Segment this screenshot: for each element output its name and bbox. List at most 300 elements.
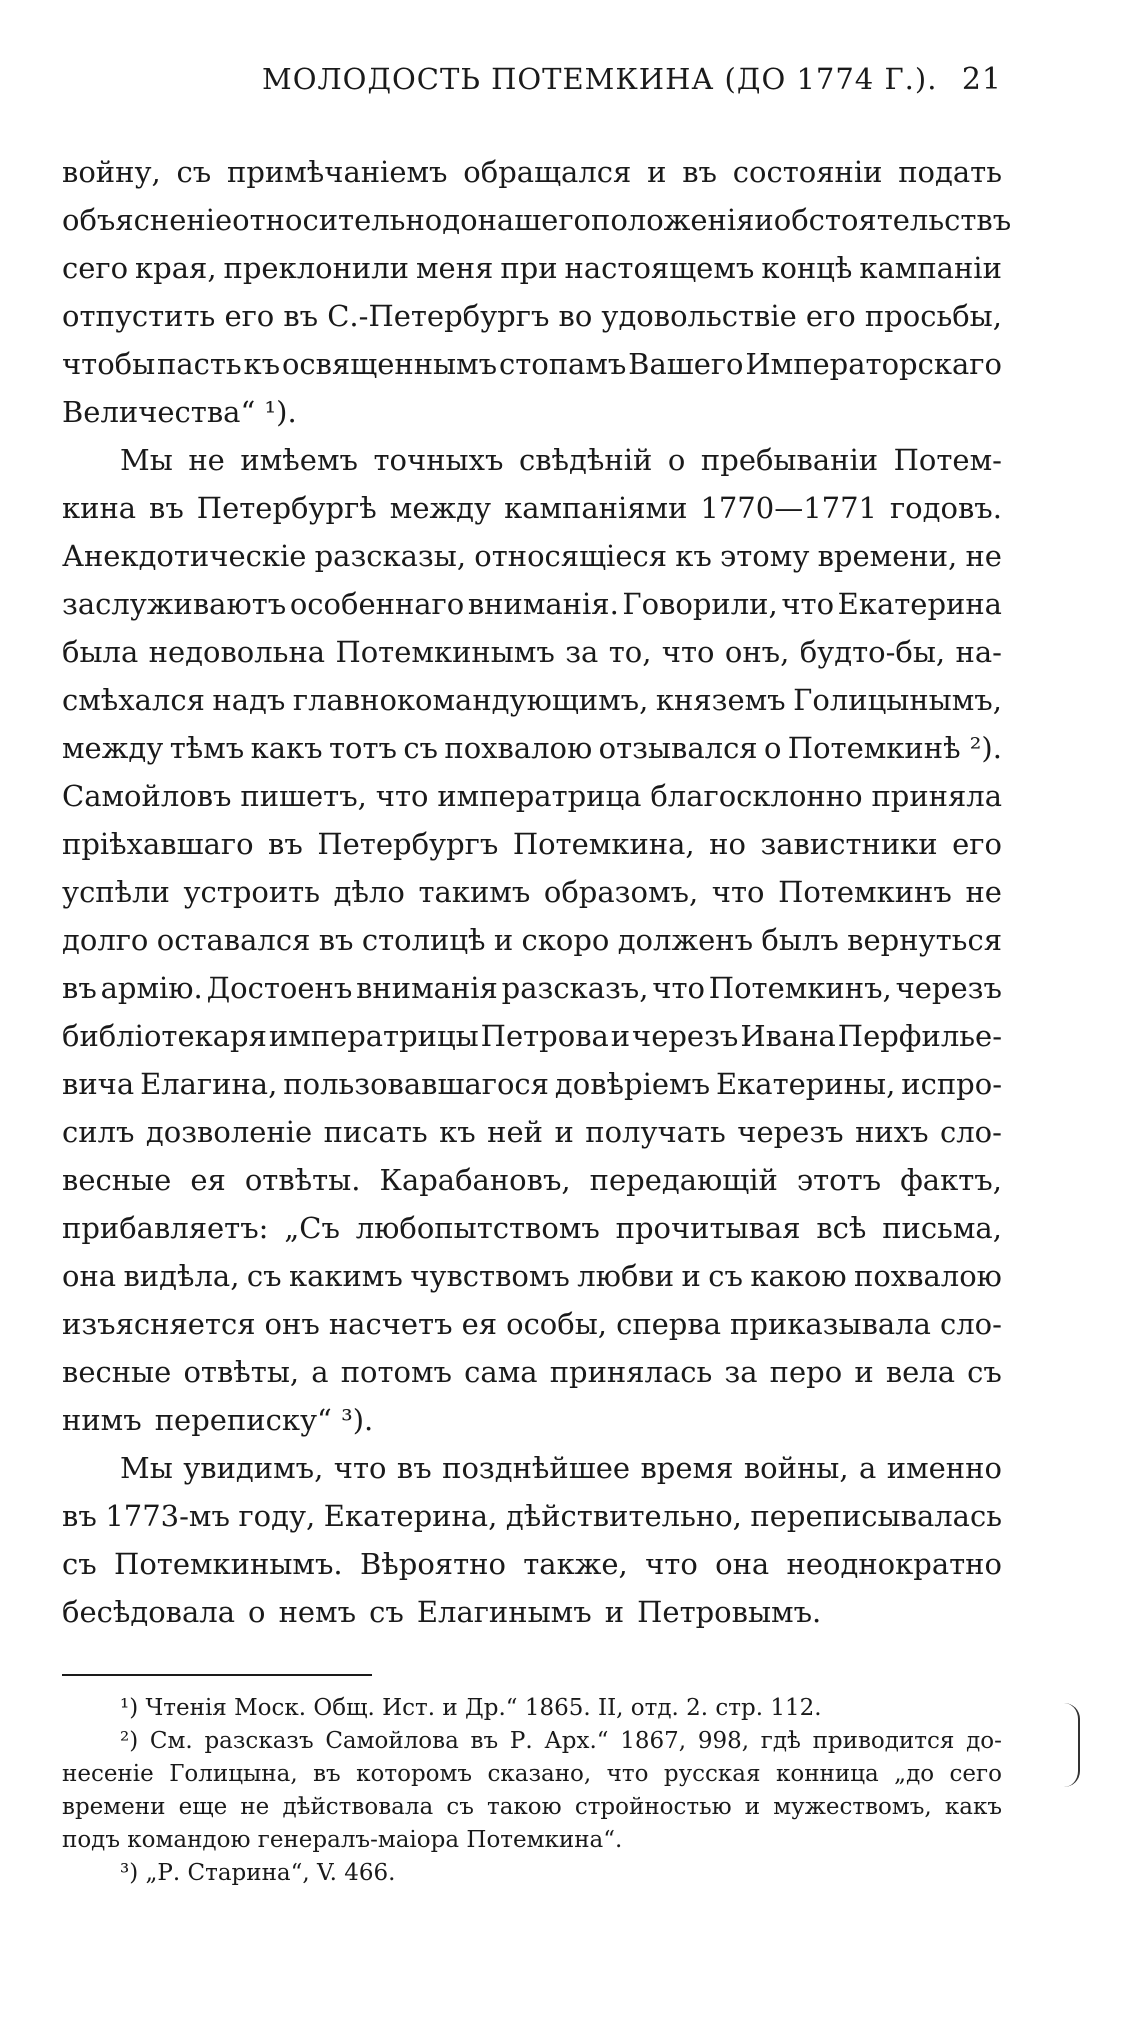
margin-bracket-mark <box>1064 1703 1080 1787</box>
word: въ <box>470 1728 499 1754</box>
word: и <box>647 155 667 189</box>
word: Величества“ ¹). <box>62 395 297 429</box>
text-line <box>62 820 1002 868</box>
word: Потем- <box>893 443 1002 477</box>
word: такимъ <box>418 875 531 909</box>
word: императрицы <box>268 1019 479 1053</box>
word: долженъ <box>617 923 754 957</box>
word: настоящемъ <box>564 251 755 285</box>
word: онъ <box>264 1307 320 1341</box>
word: немъ <box>278 1595 357 1629</box>
word: фактъ, <box>900 1163 1002 1197</box>
word: не <box>240 1794 270 1820</box>
word: сего <box>62 251 129 285</box>
word: Говорили, <box>622 587 778 621</box>
text-line <box>62 196 1012 244</box>
text-line <box>62 436 1002 484</box>
word: годовъ. <box>889 491 1002 525</box>
footnotes <box>62 1692 1002 1890</box>
word: всѣ <box>816 1211 867 1245</box>
footnote-line <box>62 1824 1002 1857</box>
word: что <box>606 1761 649 1787</box>
word: съ <box>246 1259 282 1293</box>
word: концѣ <box>761 251 853 285</box>
word: свѣдѣній <box>518 443 653 477</box>
word: передающій <box>589 1163 778 1197</box>
word: устроить <box>183 875 321 909</box>
word: любопытствомъ <box>355 1211 600 1245</box>
word: мужествомъ, <box>773 1794 932 1820</box>
word: вича <box>62 1067 135 1101</box>
word: тѣмъ <box>169 731 245 765</box>
word: Потемкинымъ <box>335 635 555 669</box>
word: насчетъ <box>328 1307 453 1341</box>
word: Потемкинѣ ²). <box>787 731 1002 765</box>
word: именно <box>886 1451 1002 1485</box>
word: на- <box>955 635 1002 669</box>
text-line <box>62 1540 1002 1588</box>
word: въ <box>268 827 303 861</box>
word: См. <box>149 1728 193 1754</box>
word: обращался <box>463 155 632 189</box>
word: письма, <box>882 1211 1002 1245</box>
word: нихъ <box>855 1115 929 1149</box>
word: похвалою <box>854 1259 1002 1293</box>
text-line <box>62 772 1002 820</box>
word: главнокомандующимъ, <box>292 683 649 717</box>
word: приняла <box>871 779 1002 813</box>
word: разсказъ <box>204 1728 314 1754</box>
word: не <box>965 539 1002 573</box>
word: Р. <box>509 1728 533 1754</box>
word: Петербургъ <box>317 827 499 861</box>
word: нашего <box>477 203 591 237</box>
footnote-line <box>62 1857 1002 1890</box>
word: Петрова <box>480 1019 609 1053</box>
word: обстоятельствъ <box>773 203 1012 237</box>
word: пользовавшагося <box>283 1067 549 1101</box>
word: переписку“ ³). <box>154 1403 374 1437</box>
word: черезъ <box>632 1019 739 1053</box>
word: между <box>62 731 164 765</box>
word: Потемкинымъ. <box>114 1547 343 1581</box>
word: и <box>754 203 774 237</box>
word: войну, <box>62 155 161 189</box>
word: оставался <box>156 923 311 957</box>
word: этотъ <box>796 1163 882 1197</box>
word: смѣхался <box>62 683 205 717</box>
word: 1773-мъ <box>105 1499 230 1533</box>
footnote-rule <box>62 1674 372 1676</box>
word: подъ командою генералъ-маіора Потемкина“. <box>62 1827 623 1853</box>
word: ней <box>487 1115 543 1149</box>
word: о <box>763 731 782 765</box>
text-line <box>62 1588 1002 1636</box>
word: и <box>744 1794 761 1820</box>
running-title: МОЛОДОСТЬ ПОТЕМКИНА (ДО 1774 Г.). <box>262 62 938 96</box>
word: „до <box>894 1761 935 1787</box>
word: въ <box>313 1761 341 1787</box>
word: съ <box>403 731 439 765</box>
text-line <box>62 1300 1002 1348</box>
word: заслуживаютъ <box>62 587 287 621</box>
word: тотъ <box>328 731 397 765</box>
word: въ <box>318 923 354 957</box>
text-line <box>62 148 1002 196</box>
word: русская <box>663 1761 761 1787</box>
word: въ <box>682 155 717 189</box>
word: между <box>389 491 492 525</box>
word: и <box>604 1595 625 1629</box>
word: позднѣйшее <box>442 1451 631 1485</box>
word: и <box>554 1115 574 1149</box>
word: меня <box>416 251 494 285</box>
word: вела <box>885 1355 956 1389</box>
word: объясненіе <box>62 203 233 237</box>
word: особеннаго <box>289 587 465 621</box>
text-line <box>62 868 1002 916</box>
word: недовольна <box>148 635 326 669</box>
word: кампаніями <box>504 491 688 525</box>
word: 998, <box>697 1728 750 1754</box>
word: за <box>565 635 599 669</box>
word: былъ <box>761 923 839 957</box>
text-line <box>62 1492 1002 1540</box>
word: Императорскаго <box>745 347 1002 381</box>
word: образомъ, <box>543 875 699 909</box>
word: вниманія. <box>467 587 619 621</box>
word: 1867, <box>620 1728 687 1754</box>
word: благосклонно <box>650 779 863 813</box>
running-head <box>62 62 1002 102</box>
word: прочитывая <box>615 1211 801 1245</box>
word: черезъ <box>895 971 1002 1005</box>
word: вернуться <box>847 923 1002 957</box>
word: отвѣты. <box>244 1163 361 1197</box>
word: сло- <box>939 1307 1002 1341</box>
word: она <box>62 1259 117 1293</box>
word: какъ <box>944 1794 1002 1820</box>
word: „Съ <box>284 1211 340 1245</box>
word: Петровымъ. <box>637 1595 822 1629</box>
word: столицѣ <box>361 923 486 957</box>
word: черезъ <box>737 1115 844 1149</box>
word: не <box>965 875 1002 909</box>
word: была <box>62 635 139 669</box>
word: сказано, <box>487 1761 592 1787</box>
word: удовольствіе <box>601 299 797 333</box>
text-line <box>62 484 1002 532</box>
word: изъясняется <box>62 1307 256 1341</box>
word: этому <box>720 539 810 573</box>
word: особы, <box>506 1307 608 1341</box>
word: прибавляетъ: <box>62 1211 269 1245</box>
word: приводится <box>812 1728 955 1754</box>
word: ея <box>190 1163 226 1197</box>
word: Екатерины, <box>716 1067 896 1101</box>
word: и <box>681 1259 701 1293</box>
word: что <box>661 635 715 669</box>
word: бесѣдовала <box>62 1595 235 1629</box>
word: въ <box>62 1499 97 1533</box>
word: библіотекаря <box>62 1019 267 1053</box>
word: Самойловъ <box>62 779 232 813</box>
text-line <box>62 724 1002 772</box>
word: Потемкинъ, <box>708 971 892 1005</box>
word: скоро <box>521 923 610 957</box>
word: времени <box>62 1794 166 1820</box>
word: преклонили <box>223 251 410 285</box>
word: ³) „Р. Старина“, V. 466. <box>120 1860 396 1886</box>
word: такою <box>486 1794 562 1820</box>
word: съ <box>369 1595 404 1629</box>
word: еще <box>178 1794 228 1820</box>
body-text <box>62 148 1012 1636</box>
word: что <box>711 875 765 909</box>
word: видѣла, <box>123 1259 240 1293</box>
word: разсказъ, <box>501 971 649 1005</box>
word: Анекдотическіе <box>62 539 307 573</box>
word: Екатерина, <box>323 1499 498 1533</box>
word: о <box>248 1595 266 1629</box>
word: съ <box>176 155 212 189</box>
word: конница <box>775 1761 879 1787</box>
text-line <box>62 388 1002 436</box>
text-line <box>62 628 1002 676</box>
word: Ивана <box>740 1019 836 1053</box>
word: успѣли <box>62 875 170 909</box>
word: дѣйствовала <box>282 1794 434 1820</box>
word: какимъ <box>288 1259 403 1293</box>
word: дѣло <box>333 875 405 909</box>
word: потомъ <box>340 1355 453 1389</box>
word: что <box>333 1451 387 1485</box>
word: Екатерина <box>837 587 1002 621</box>
text-line <box>62 1108 1002 1156</box>
word: и <box>854 1355 874 1389</box>
word: что <box>375 779 429 813</box>
word: освященнымъ <box>281 347 498 381</box>
word: къ <box>243 347 281 381</box>
text-line <box>62 1252 1002 1300</box>
word: пасть <box>157 347 242 381</box>
word: имѣемъ <box>240 443 358 477</box>
footnote-line <box>62 1758 1002 1791</box>
word: съ <box>967 1355 1002 1389</box>
footnote-line <box>62 1692 1002 1725</box>
word: о <box>667 443 686 477</box>
word: чувствомъ <box>410 1259 570 1293</box>
word: увидимъ, <box>183 1451 324 1485</box>
word: но <box>709 827 746 861</box>
word: принялась <box>549 1355 713 1389</box>
word: а <box>311 1355 329 1389</box>
word: армію. <box>100 971 203 1005</box>
word: въ <box>396 1451 432 1485</box>
text-line <box>62 676 1002 724</box>
word: при <box>500 251 558 285</box>
word: писать <box>323 1115 428 1149</box>
word: долго <box>62 923 149 957</box>
word: и <box>610 1019 631 1053</box>
word: ²) <box>120 1728 139 1754</box>
word: его <box>805 299 856 333</box>
word: императрица <box>437 779 642 813</box>
word: испро- <box>901 1067 1002 1101</box>
word: году, <box>238 1499 316 1533</box>
word: пріѣхавшаго <box>62 827 254 861</box>
word: отвѣты, <box>183 1355 300 1389</box>
word: будто-бы, <box>799 635 946 669</box>
word: время <box>640 1451 734 1485</box>
word: дѣйствительно, <box>505 1499 742 1533</box>
word: онъ, <box>724 635 790 669</box>
word: Елагина, <box>140 1067 278 1101</box>
word: сло- <box>939 1115 1002 1149</box>
word: относительно <box>232 203 443 237</box>
word: пишетъ, <box>240 779 367 813</box>
word: довѣріемъ <box>554 1067 711 1101</box>
word: что <box>652 971 705 1005</box>
word: то, <box>608 635 652 669</box>
word: 1770—1771 <box>700 491 878 525</box>
book-page <box>62 62 1012 1890</box>
word: получать <box>585 1115 726 1149</box>
word: Вашего <box>628 347 744 381</box>
word: края, <box>135 251 217 285</box>
word: сего <box>949 1761 1002 1787</box>
word: стройностью <box>574 1794 732 1820</box>
text-line <box>62 1156 1002 1204</box>
word: приказывала <box>730 1307 931 1341</box>
word: отзывался <box>598 731 758 765</box>
word: также, <box>523 1547 628 1581</box>
word: неоднократно <box>786 1547 1002 1581</box>
word: его <box>224 299 275 333</box>
word: съ <box>62 1547 97 1581</box>
word: за <box>724 1355 758 1389</box>
word: его <box>952 827 1002 861</box>
word: Елагинымъ <box>416 1595 592 1629</box>
word: Вѣроятно <box>359 1547 506 1581</box>
page-number: 21 <box>961 62 1002 97</box>
word: какъ <box>250 731 323 765</box>
word: состояніи <box>732 155 883 189</box>
footnote-line <box>62 1725 1002 1758</box>
word: завистники <box>760 827 938 861</box>
text-line <box>62 1012 1002 1060</box>
word: Достоенъ <box>206 971 353 1005</box>
word: разсказы, <box>314 539 467 573</box>
word: Самойлова <box>325 1728 459 1754</box>
text-line <box>62 340 1002 388</box>
word: перо <box>769 1355 843 1389</box>
word: Мы <box>120 1451 173 1485</box>
word: С.-Петербургъ <box>327 299 550 333</box>
text-line <box>62 532 1002 580</box>
word: къ <box>675 539 712 573</box>
word: что <box>781 587 835 621</box>
word: Арх.“ <box>544 1728 609 1754</box>
word: Мы <box>120 443 173 477</box>
word: времени, <box>817 539 958 573</box>
text-line <box>62 1444 1002 1492</box>
word: Перфилье- <box>837 1019 1002 1053</box>
word: съ <box>446 1794 474 1820</box>
word: въ <box>283 299 319 333</box>
text-line <box>62 1204 1002 1252</box>
footnote-line <box>62 1791 1002 1824</box>
word: въ <box>62 971 97 1005</box>
word: сама <box>464 1355 538 1389</box>
word: во <box>558 299 593 333</box>
word: несеніе <box>62 1761 154 1787</box>
word: Голицынымъ, <box>793 683 1002 717</box>
word: и <box>493 923 514 957</box>
word: къ <box>439 1115 476 1149</box>
text-line <box>62 292 1002 340</box>
word: просьбы, <box>864 299 1002 333</box>
word: сперва <box>616 1307 721 1341</box>
text-line <box>62 1348 1002 1396</box>
word: подать <box>898 155 1002 189</box>
word: силъ <box>62 1115 135 1149</box>
word: Потемкинъ <box>778 875 952 909</box>
word: княземъ <box>655 683 786 717</box>
word: чтобы <box>62 347 156 381</box>
word: весные <box>62 1355 172 1389</box>
word: положенія <box>590 203 755 237</box>
word: Карабановъ, <box>379 1163 571 1197</box>
word: ея <box>461 1307 498 1341</box>
word: надъ <box>212 683 286 717</box>
word: что <box>645 1547 698 1581</box>
word: до <box>442 203 478 237</box>
word: войны, <box>743 1451 849 1485</box>
word: ¹) Чтенія Моск. Общ. Ист. и Др.“ 1865. II, отд. 2. стр. 112. <box>120 1695 822 1721</box>
word: переписывалась <box>750 1499 1002 1533</box>
word: съ <box>708 1259 743 1293</box>
word: гдѣ <box>760 1728 801 1754</box>
word: вниманія <box>356 971 498 1005</box>
word: до- <box>966 1728 1002 1754</box>
word: нимъ <box>62 1403 142 1437</box>
word: не <box>188 443 225 477</box>
word: похвалою <box>444 731 593 765</box>
text-line <box>62 1396 1002 1444</box>
word: а <box>859 1451 877 1485</box>
word: она <box>715 1547 770 1581</box>
word: относящіеся <box>474 539 668 573</box>
word: кина <box>62 491 137 525</box>
word: весные <box>62 1163 172 1197</box>
word: кампаніи <box>859 251 1002 285</box>
word: стопамъ <box>498 347 627 381</box>
word: Голицына, <box>169 1761 298 1787</box>
word: точныхъ <box>373 443 504 477</box>
text-line <box>62 580 1002 628</box>
word: дозволеніе <box>145 1115 313 1149</box>
text-line <box>62 964 1002 1012</box>
text-line <box>62 916 1002 964</box>
word: Потемкина, <box>512 827 695 861</box>
text-line <box>62 1060 1002 1108</box>
word: какою <box>750 1259 847 1293</box>
word: въ <box>149 491 184 525</box>
word: отпустить <box>62 299 216 333</box>
word: Петербургѣ <box>196 491 377 525</box>
word: любви <box>577 1259 675 1293</box>
